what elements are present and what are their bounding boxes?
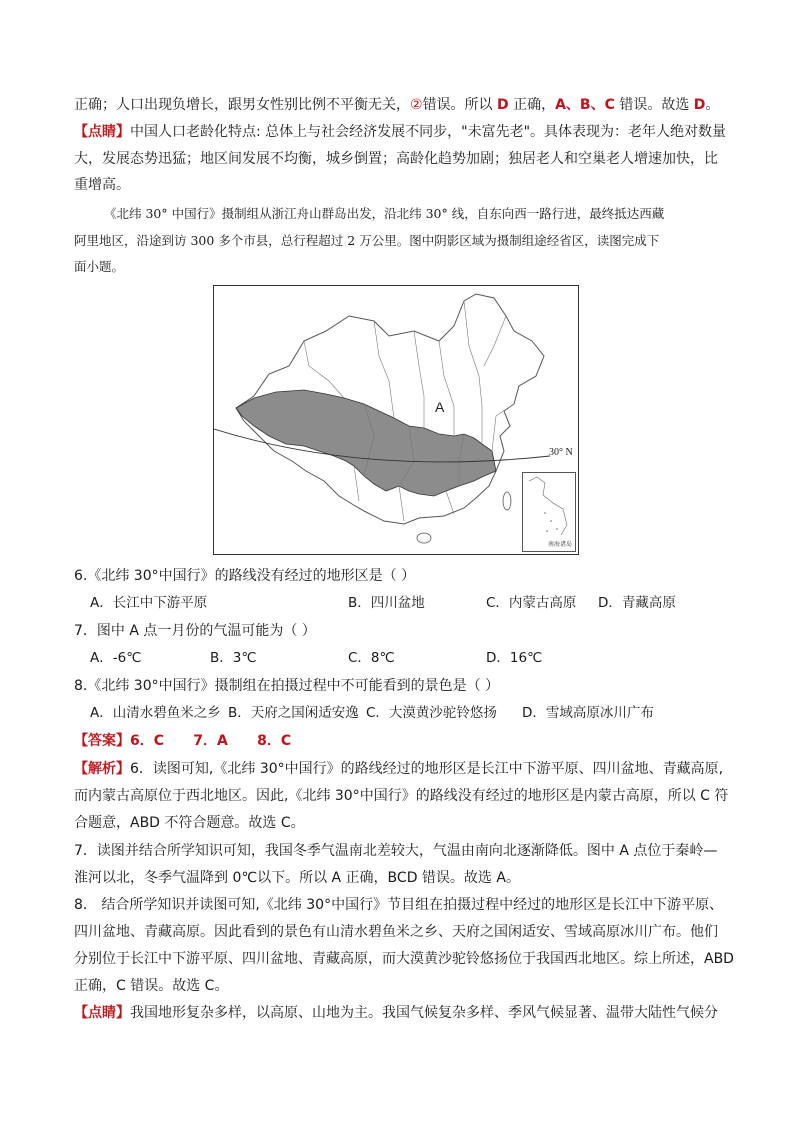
q8-option-a: A．山清水碧鱼米之乡: [90, 705, 221, 721]
point-a-label: A: [435, 399, 445, 415]
answer-text: 6．C 7．A 8．C: [130, 733, 292, 749]
analysis-text: 读图可知,《北纬 30°中国行》的路线经过的地形区是长江中下游平原、四川盆地、青藏高原,: [152, 761, 724, 777]
intro-line-1: 《北纬 30° 中国行》摄制组从浙江舟山群岛出发，沿北纬 30° 线，自东向西一路行进，最终抵达西藏: [104, 206, 665, 221]
text-segment: 正确；人口出现负增长，跟男女性别比例不平衡无关，: [74, 97, 410, 113]
analysis-line-9: 正确，C 错误。故选 C。: [74, 978, 229, 994]
analysis-line-3: 合题意，ABD 不符合题意。故选 C。: [74, 815, 305, 831]
answer-letter: D: [693, 97, 706, 113]
q7-option-d: D．16℃: [486, 650, 543, 666]
q6-option-d: D．青藏高原: [598, 595, 676, 611]
answer-continuation-line: [74, 95, 719, 115]
q8-option-d: D．雪域高原冰川广布: [522, 705, 654, 721]
south-china-sea-inset: [522, 472, 576, 552]
tip-text: 中国人口老龄化特点: 总体上与社会经济发展不同步，"未富先老"。具体表现为：老年人绝对数量: [130, 124, 727, 140]
q6-option-c: C．内蒙古高原: [486, 595, 577, 611]
taiwan-island: [503, 492, 511, 510]
analysis-number: 6．: [130, 761, 153, 777]
tip-text: 我国地形复杂多样，以高原、山地为主。我国气候复杂多样、季风气候显著、温带大陆性气候分: [130, 1005, 718, 1021]
tip-tag: 【点睛】: [74, 124, 130, 140]
q7-option-b: B．3℃: [210, 650, 257, 666]
analysis-line-4: 7．读图并结合所学知识可知，我国冬季气温南北差较大，气温由南向北逐渐降低。图中 A 点位于秦岭—: [74, 843, 718, 859]
text-segment: 错误。故选: [614, 97, 694, 113]
question-6-stem: 6.《北纬 30°中国行》的路线没有经过的地形区是（ ）: [74, 568, 416, 584]
q6-option-a: A．长江中下游平原: [90, 595, 208, 611]
analysis-line-5: 淮河以北，冬季气温降到 0℃以下。所以 A 正确，BCD 错误。故选 A。: [74, 870, 520, 886]
intro-line-2: 阿里地区，沿途到访 300 多个市县，总行程超过 2 万公里。图中阴影区域为摄制组途经省区，读图完成下: [74, 233, 660, 248]
analysis-tag: 【解析】: [74, 761, 130, 777]
intro-line-3: 面小题。: [74, 259, 125, 274]
answer-tag: 【答案】: [74, 733, 130, 749]
hainan-island: [417, 533, 431, 543]
tip-tag: 【点睛】: [74, 1005, 130, 1021]
china-map-figure: [213, 285, 579, 555]
analysis-line-2: 而内蒙古高原位于西北地区。因此,《北纬 30°中国行》的路线没有经过的地形区是内蒙古高原，所以 C 符: [74, 788, 729, 804]
tip-line-3: 重增高。: [74, 177, 130, 193]
tip-line-1: [74, 122, 726, 142]
q7-option-c: C．8℃: [348, 650, 395, 666]
analysis-line-8: 分别位于长江中下游平原、四川盆地、青藏高原，而大漠黄沙驼铃悠扬位于我国西北地区。综上所述，ABD: [74, 951, 734, 967]
latitude-label: 30° N: [549, 447, 573, 458]
q8-option-b: B．天府之国闲适安逸: [228, 705, 359, 721]
tip-line-2: 大，发展态势迅猛；地区间发展不均衡，城乡倒置；高龄化趋势加剧；独居老人和空巢老人增速加快，比: [74, 151, 718, 167]
q6-option-b: B．四川盆地: [348, 595, 425, 611]
text-segment: 错误。所以: [422, 97, 498, 113]
question-7-stem: 7．图中 A 点一月份的气温可能为（ ）: [74, 623, 316, 639]
answer-letter: D: [497, 97, 509, 113]
q8-option-c: C．大漠黄沙驼铃悠扬: [366, 705, 497, 721]
inset-label: 南海诸岛: [547, 541, 572, 548]
analysis-line-7: 四川盆地、青藏高原。因此看到的景色有山清水碧鱼米之乡、天府之国闲适安、雪域高原冰川广布。他们: [74, 924, 718, 940]
answer-letter: A、B、C: [555, 97, 615, 113]
q7-option-a: A．-6℃: [90, 650, 142, 666]
answer-line: [74, 731, 291, 751]
analysis-line-1: [74, 759, 723, 779]
text-segment: 。: [705, 97, 720, 113]
text-segment: 正确，: [508, 97, 556, 113]
question-8-stem: 8.《北纬 30°中国行》摄制组在拍摄过程中不可能看到的景色是（ ）: [74, 678, 500, 694]
tip2-line: [74, 1003, 718, 1023]
analysis-line-6: 8． 结合所学知识并读图可知,《北纬 30°中国行》节目组在拍摄过程中经过的地形区是长江中下游平原、: [74, 897, 724, 913]
marker-circled-2: ②: [410, 97, 423, 113]
